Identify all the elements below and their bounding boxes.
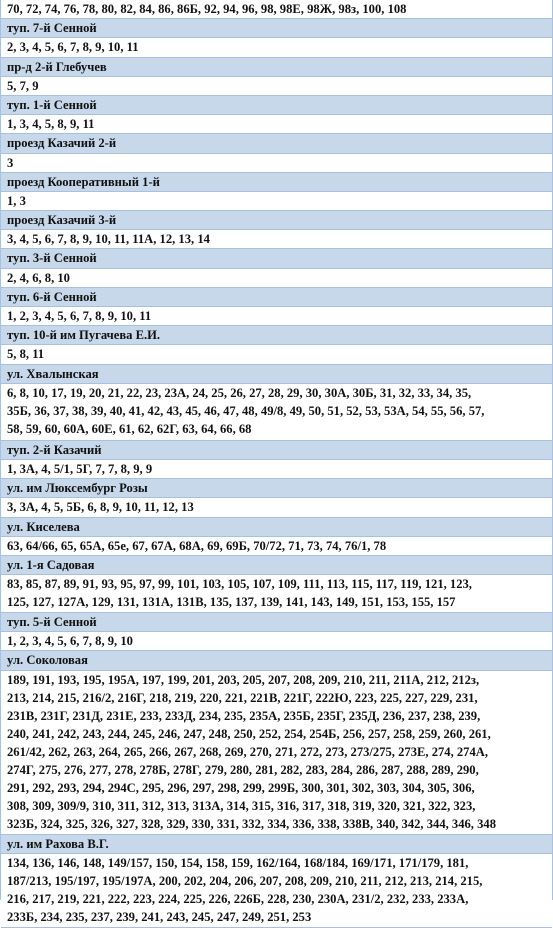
street-name: ул. Хвалынская [7, 366, 99, 381]
house-numbers: 63, 64/66, 65, 65А, 65е, 67, 67А, 68А, 69, 69Б, 70/72, 71, 73, 74, 76/1, 78 [7, 538, 387, 553]
house-numbers-row [1, 230, 552, 249]
street-header-row [1, 96, 552, 115]
street-header-row [1, 479, 552, 498]
street-header-row [1, 326, 552, 345]
house-numbers: 1, 3 [7, 193, 26, 208]
street-name: ул. Киселева [7, 519, 80, 534]
street-name: проезд Кооперативный 1-й [7, 174, 160, 189]
street-name: туп. 7-й Сенной [7, 21, 97, 36]
house-numbers: 6, 8, 10, 17, 19, 20, 21, 22, 23, 23А, 24, 25, 26, 27, 28, 29, 30, 30А, 30Б, 31, 32, 33, 34, 35, 35Б, 36, 37, 38, 39, 40, 41, 42, 43, 45, 46, 47, 48, 49/8, 49, 50, 51, 52, 53, 53А, 54, 55, 56, 57, 58, 59, 60, 60А, 60Е, 61, 62, 62Г, 63, 64, 66, 68 [7, 385, 485, 436]
house-numbers-row [1, 854, 552, 928]
street-name: туп. 10-й им Пугачева Е.И. [7, 328, 161, 343]
street-header-row [1, 556, 552, 575]
house-numbers: 70, 72, 74, 76, 78, 80, 82, 84, 86, 86Б, 92, 94, 96, 98, 98Е, 98Ж, 98з, 100, 108 [7, 2, 407, 16]
house-numbers-row [1, 115, 552, 134]
street-name: ул. им Рахова В.Г. [7, 836, 109, 851]
house-numbers-row [1, 154, 552, 173]
street-name: проезд Казачий 3-й [7, 213, 117, 228]
house-numbers-row [1, 38, 552, 57]
street-name: пр-д 2-й Глебучев [7, 59, 107, 74]
house-numbers-row [1, 498, 552, 517]
street-header-row [1, 288, 552, 307]
street-header-row [1, 211, 552, 230]
house-numbers: 5, 7, 9 [7, 78, 39, 93]
street-header-row [1, 835, 552, 854]
house-numbers: 134, 136, 146, 148, 149/157, 150, 154, 158, 159, 162/164, 168/184, 169/171, 171/179, 181, 187/213, 195/197, 195/197А, 200, 202, 204, 206, 207, 208, 209, 210, 211, 212, 213, 214, 215, 216, 217, 219, 221, 222, 223, 224, 225, 226, 226Б, 228, 230, 230А, 231/2, 232, 233, 233А, 233Б, 234, 235, 237, 239, 241, 243, 245, 247, 249, 251, 253 [7, 855, 483, 924]
street-header-row [1, 58, 552, 77]
street-header-row [1, 19, 552, 38]
street-header-row [1, 134, 552, 153]
street-name: ул. Соколовая [7, 653, 88, 668]
house-numbers-row [1, 0, 552, 19]
street-name: ул. 1-я Садовая [7, 557, 95, 572]
street-name: туп. 5-й Сенной [7, 615, 97, 630]
house-numbers: 1, 2, 3, 4, 5, 6, 7, 8, 9, 10, 11 [7, 309, 152, 323]
house-numbers: 3, 3А, 4, 5, 5Б, 6, 8, 9, 10, 11, 12, 13 [7, 500, 194, 515]
street-name: проезд Казачий 2-й [7, 136, 117, 151]
street-name: туп. 2-й Казачий [7, 442, 102, 457]
house-numbers-row [1, 192, 552, 211]
street-header-row [1, 365, 552, 384]
street-header-row [1, 441, 552, 460]
street-name: туп. 1-й Сенной [7, 97, 97, 112]
street-name: туп. 6-й Сенной [7, 289, 97, 304]
house-numbers-row [1, 307, 552, 326]
house-numbers: 1, 3А, 4, 5/1, 5Г, 7, 7, 8, 9, 9 [7, 461, 153, 476]
street-header-row [1, 173, 552, 192]
house-numbers-row [1, 269, 552, 288]
house-numbers: 3, 4, 5, 6, 7, 8, 9, 10, 11, 11А, 12, 13, 14 [7, 232, 210, 247]
house-numbers-row [1, 460, 552, 479]
house-numbers: 189, 191, 193, 195, 195А, 197, 199, 201, 203, 205, 207, 208, 209, 210, 211, 211А, 212, 212з, 213, 214, 215, 216/2, 216Г, 218, 219, 220, 221, 221В, 221Г, 222Ю, 223, 225, 227, 229, 231, 231В, 231Г, 231Д, 231Е, 233, 233Д, 234, 235, 235А, 235Б, 235Г, 235Д, 236, 237, 238, 239, 240, 241, 242, 243, 244, 245, 246, 247, 248, 250, 252, 254, 254Б, 256, 257, 258, 259, 260, 261, 261/42, 262, 263, 264, 265, 266, 267, 268, 269, 270, 271, 272, 273, 273/275, 273Е, 274, 274А, 274Г, 275, 276, 277, 278, 278Б, 278Г, 279, 280, 281, 282, 283, 284, 286, 287, 288, 289, 290, 291, 292, 293, 294, 294С, 295, 296, 297, 298, 299, 299Б, 300, 301, 302, 303, 304, 305, 306, 308, 309, 309/9, 310, 311, 312, 313, 313А, 314, 315, 316, 317, 318, 319, 320, 321, 322, 323, 323Б, 324, 325, 326, 327, 328, 329, 330, 331, 332, 334, 336, 338, 338В, 340, 342, 344, 346, 348 [7, 672, 496, 831]
house-numbers: 3 [7, 155, 14, 170]
house-numbers-row [1, 671, 552, 835]
street-header-row [1, 518, 552, 537]
street-header-row [1, 249, 552, 268]
house-numbers-row [1, 77, 552, 96]
street-name: ул. им Люксембург Розы [7, 481, 148, 496]
house-numbers: 5, 8, 11 [7, 347, 45, 362]
house-numbers: 83, 85, 87, 89, 91, 93, 95, 97, 99, 101, 103, 105, 107, 109, 111, 113, 115, 117, 119, 121, 123, 125, 127, 127А, 129, 131, 131А, 131В, 135, 137, 139, 141, 143, 149, 151, 153, 155, 157 [7, 577, 472, 610]
house-numbers-row [1, 575, 552, 613]
house-numbers-row [1, 632, 552, 651]
house-numbers-row [1, 345, 552, 364]
house-numbers-row [1, 384, 552, 441]
house-numbers-row [1, 537, 552, 556]
house-numbers: 1, 2, 3, 4, 5, 6, 7, 8, 9, 10 [7, 634, 133, 649]
street-header-row [1, 651, 552, 670]
street-name: туп. 3-й Сенной [7, 251, 97, 266]
house-numbers: 2, 4, 6, 8, 10 [7, 270, 70, 285]
house-numbers: 2, 3, 4, 5, 6, 7, 8, 9, 10, 11 [7, 40, 139, 55]
house-numbers: 1, 3, 4, 5, 8, 9, 11 [7, 117, 95, 132]
street-header-row [1, 613, 552, 632]
